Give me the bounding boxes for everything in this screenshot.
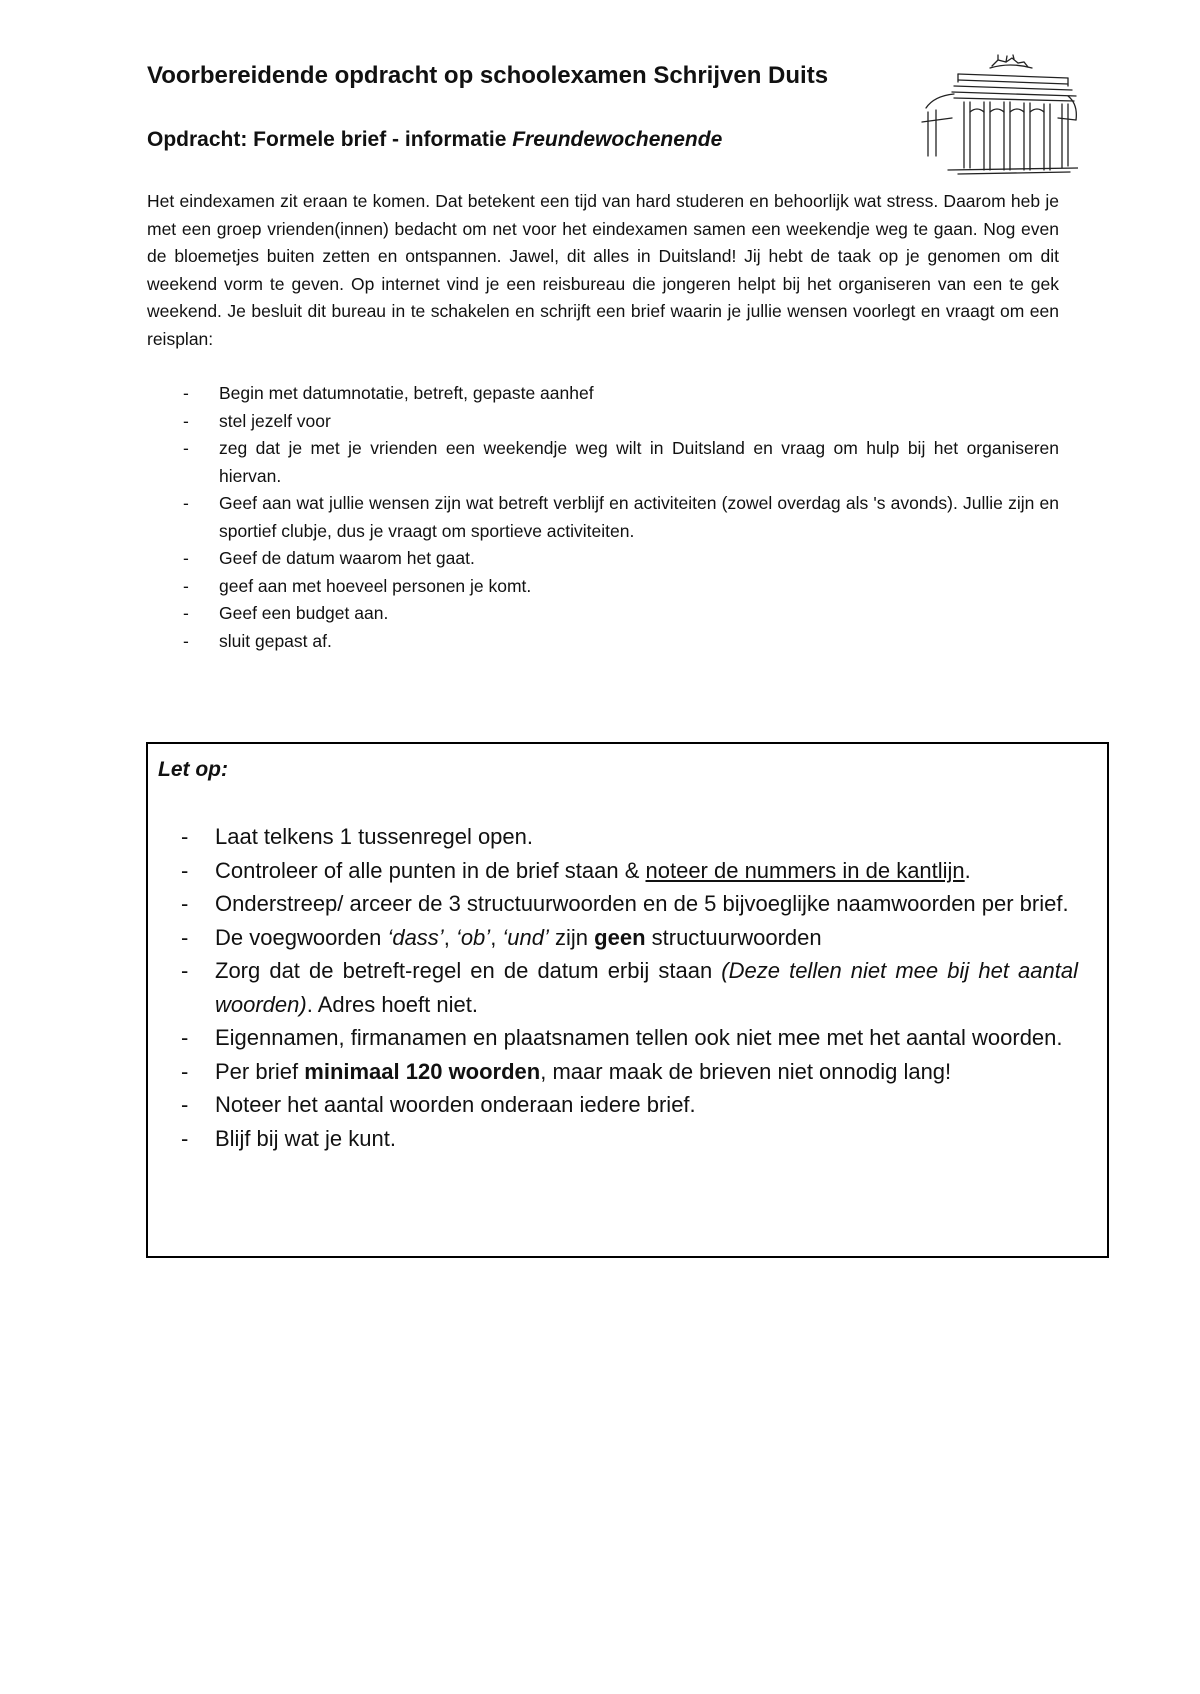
note-text: ,	[490, 924, 503, 950]
bullet-dash: -	[183, 493, 189, 513]
note-text: Noteer het aantal woorden onderaan iedere brief.	[215, 1092, 696, 1117]
note-text: Per brief	[215, 1058, 305, 1084]
list-item	[147, 545, 1059, 573]
note-text: Blijf bij wat je kunt.	[215, 1125, 396, 1151]
note-text: Laat telkens 1 tussenregel open.	[215, 824, 534, 849]
note-text-bold: minimaal 120 woorden	[304, 1058, 541, 1084]
note-heading: Let op:	[158, 758, 228, 781]
brandenburg-gate-illustration	[918, 52, 1078, 177]
list-item	[148, 1122, 1078, 1156]
bullet-dash: -	[181, 958, 189, 983]
task-list	[147, 380, 1059, 655]
document-title: Voorbereidende opdracht op schoolexamen Schrijven Duits	[147, 62, 829, 89]
list-item	[148, 1088, 1078, 1122]
note-text: , maar maak de brieven niet onnodig lang!	[540, 1058, 952, 1084]
note-text: . Adres hoeft niet.	[306, 991, 478, 1017]
task-text: Geef een budget aan.	[219, 603, 389, 623]
note-text: De voegwoorden	[215, 924, 388, 950]
list-item	[147, 380, 1059, 408]
note-text-bold: geen	[594, 924, 646, 950]
list-item	[147, 573, 1059, 601]
list-item	[148, 1021, 1078, 1055]
bullet-dash: -	[181, 824, 189, 849]
note-text-underlined: noteer de nummers in de kantlijn	[645, 857, 965, 883]
note-text: structuurwoorden	[645, 924, 822, 950]
note-text-italic: ‘ob’	[455, 924, 491, 950]
subtitle-prefix: Opdracht: Formele brief - informatie	[147, 128, 513, 151]
bullet-dash: -	[183, 410, 189, 431]
note-text: Eigennamen, firmanamen en plaatsnamen tellen ook niet mee met het aantal woorden.	[215, 1025, 1063, 1050]
note-list	[148, 820, 1078, 1155]
list-item	[148, 954, 1078, 1021]
task-text: sluit gepast af.	[219, 630, 332, 651]
list-item	[148, 820, 1078, 854]
note-text: zijn	[548, 924, 595, 950]
list-item	[148, 921, 1078, 955]
task-text: Geef aan wat jullie wensen zijn wat betreft verblijf en activiteiten (zowel overdag als 's avonds). Jullie zijn en sportief clubje, dus je vraagt om sportieve activiteiten.	[219, 493, 1059, 541]
list-item	[147, 408, 1059, 436]
bullet-dash: -	[181, 1058, 189, 1084]
list-item	[148, 854, 1078, 888]
note-text: Zorg dat de betreft-regel en de datum erbij staan	[215, 958, 722, 983]
list-item	[147, 435, 1059, 490]
bullet-dash: -	[181, 857, 189, 883]
note-text: Controleer of alle punten in de brief staan &	[215, 857, 646, 883]
bullet-dash: -	[183, 575, 189, 596]
list-item	[147, 490, 1059, 545]
note-text: Onderstreep/ arceer de 3 structuurwoorden en de 5 bijvoeglijke naamwoorden per brief.	[215, 891, 1069, 916]
note-text: ,	[443, 924, 456, 950]
task-text: geef aan met hoeveel personen je komt.	[219, 575, 532, 596]
list-item	[148, 887, 1078, 921]
note-box	[146, 742, 1109, 1258]
bullet-dash: -	[181, 1125, 189, 1151]
note-text-italic: ‘dass’	[387, 924, 444, 950]
task-text: Geef de datum waarom het gaat.	[219, 548, 475, 568]
task-text: Begin met datumnotatie, betreft, gepaste aanhef	[219, 383, 594, 403]
list-item	[148, 1055, 1078, 1089]
bullet-dash: -	[183, 548, 189, 568]
assignment-subtitle	[147, 128, 722, 152]
note-text-italic: ‘und’	[502, 924, 549, 950]
intro-paragraph: Het eindexamen zit eraan te komen. Dat betekent een tijd van hard studeren en behoorlijk wat stress. Daarom heb je met een groep vrienden(innen) bedacht om net voor het eindexamen samen een weekendje weg te gaan. Nog even de bloemetjes buiten zetten en ontspannen. Jawel, dit alles in Duitsland! Jij hebt de taak op je genomen om dit weekend vorm te geven. Op internet vind je een reisbureau die jongeren helpt bij het organiseren van een te gek weekend. Je besluit dit bureau in te schakelen en schrijft een brief waarin je jullie wensen voorlegt en vraagt om een reisplan:	[147, 191, 1059, 349]
subtitle-topic: Freundewochenende	[512, 128, 723, 151]
bullet-dash: -	[181, 1025, 189, 1050]
bullet-dash: -	[183, 630, 189, 651]
task-text: zeg dat je met je vrienden een weekendje weg wilt in Duitsland en vraag om hulp bij het organiseren hiervan.	[219, 438, 1059, 486]
bullet-dash: -	[183, 438, 189, 458]
bullet-dash: -	[181, 891, 189, 916]
note-text: .	[964, 857, 971, 883]
bullet-dash: -	[181, 1092, 189, 1117]
list-item	[147, 600, 1059, 628]
note-text-italic: (Deze tellen niet mee bij het aantal woorden)	[215, 958, 1078, 1017]
bullet-dash: -	[183, 383, 189, 403]
bullet-dash: -	[183, 603, 189, 623]
bullet-dash: -	[181, 924, 189, 950]
list-item	[147, 628, 1059, 656]
task-text: stel jezelf voor	[219, 410, 331, 431]
